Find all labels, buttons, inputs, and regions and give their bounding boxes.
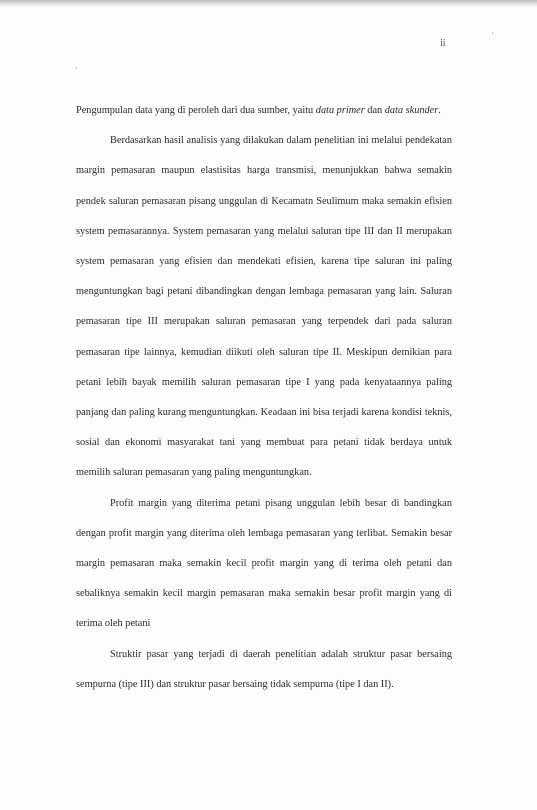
paragraph-profit-margin: Profit margin yang diterima petani pisang unggulan lebih besar di bandingkan dengan profit margin yang diterima oleh lembaga pemasaran yang terlibat. Semakin besar margin pemasaran maka semakin kecil profit margin yang di terima oleh petani dan sebaliknya semakin kecil margin pemasaran maka semakin besar profit margin yang di terima oleh petani: [76, 497, 452, 630]
p1-italic-data-skunder: data skunder: [384, 105, 439, 116]
page-number: ii: [440, 38, 446, 49]
p1-italic-data-primer: data primer: [315, 105, 365, 116]
paragraph-market-structure: Struktir pasar yang terjadi di daerah penelitian adalah struktur pasar bersaing sempurna (tipe III) dan struktur pasar bersaing tidak sempurna (tipe I dan II).: [76, 648, 452, 690]
p1-text-2: dan: [364, 105, 385, 116]
p1-text-3: .: [438, 105, 441, 116]
p1-text-1: Pengumpulan data yang di peroleh dari dua sumber, yaitu: [76, 105, 316, 116]
scan-speck: ˋ: [75, 66, 78, 76]
scan-speck: ·: [491, 28, 494, 38]
paragraph-data-sources: [76, 96, 452, 126]
scan-top-shadow: [0, 0, 537, 7]
document-body: [76, 96, 452, 700]
paragraph-analysis-results: Berdasarkan hasil analisis yang dilakukan dalam penelitian ini melalui pendekatan margin pemasaran maupun elastisitas harga transmisi, menunjukkan bahwa semakin pendek saluran pemasaran pisang unggulan di Kecamatn Seulimum maka semakin efisien system pemasarannya. System pemasaran yang melalui saluran tipe III dan II merupakan system pemasaran yang efisien dan mendekati efisien, karena tipe saluran ini paling menguntungkan bagi petani dibandingkan dengan lembaga pemasaran yang lain. Saluran pemasaran tipe III merupakan saluran pemasaran yang terpendek dari pada saluran pemasaran tipe lainnya, kemudian diikuti oleh saluran tipe II. Meskipun demikian para petani lebih bayak memilih saluran pemasaran tipe I yang pada kenyataannya paling panjang dan paling kurang menguntungkan. Keadaan ini bisa terjadi karena kondisi teknis, sosial dan ekonomi masyarakat tani yang membuat para petani tidak berdaya untuk memilih saluran pemasaran yang paling menguntungkan.: [76, 135, 452, 479]
